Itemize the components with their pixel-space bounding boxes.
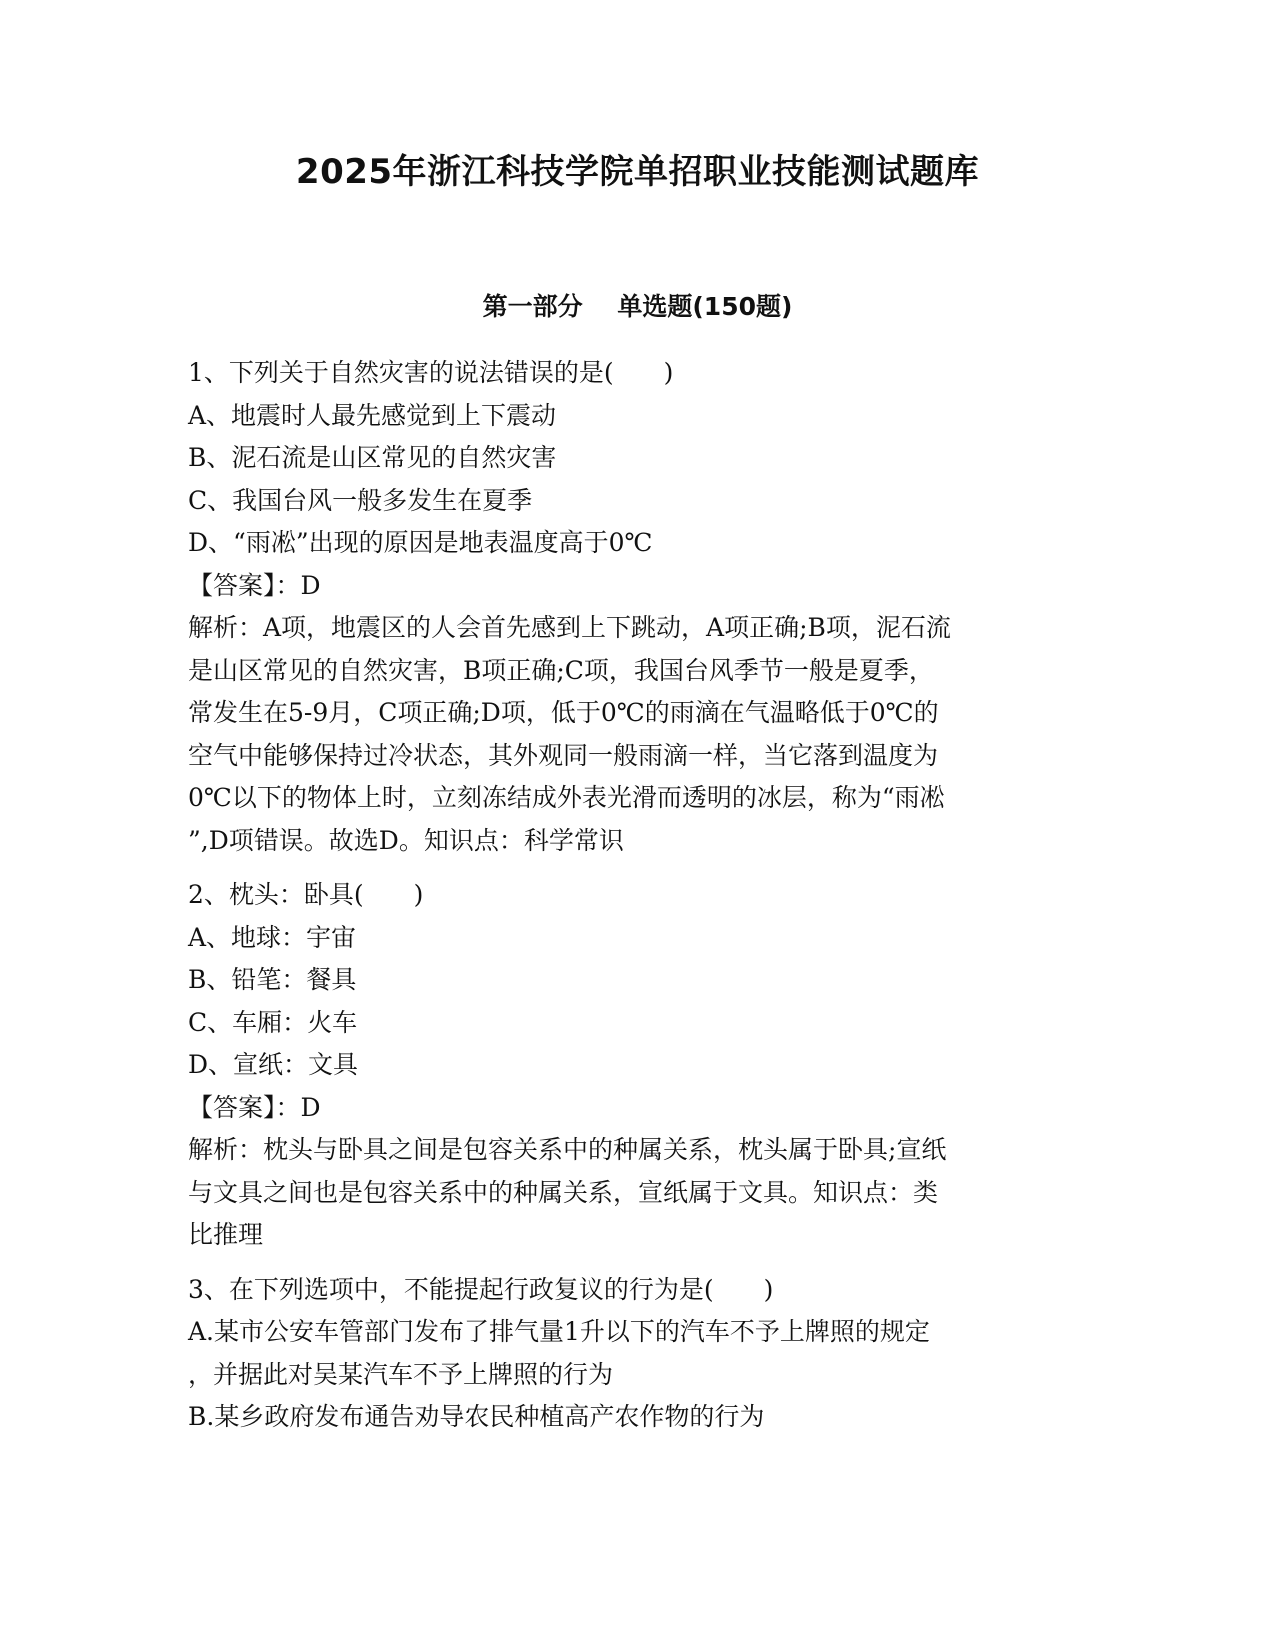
question-1 [188, 352, 1083, 862]
option-b: B.某乡政府发布通告劝导农民种植高产农作物的行为 [188, 1402, 765, 1431]
question-2 [188, 874, 1083, 1257]
section-title: 第一部分 单选题(150题) [482, 292, 793, 321]
answer-line: 【答案】：D [188, 1092, 321, 1122]
analysis-line: 比推理 [188, 1220, 264, 1249]
option-a: A、地震时人最先感觉到上下震动 [188, 400, 557, 430]
analysis-line: 空气中能够保持过冷状态，其外观同一般雨滴一样，当它落到温度为 [188, 740, 939, 770]
question-stem: 3、在下列选项中，不能提起行政复议的行为是( ) [188, 1274, 774, 1304]
analysis-line: 0℃以下的物体上时，立刻冻结成外表光滑而透明的冰层，称为“雨凇 [188, 783, 945, 812]
analysis-line: 解析：枕头与卧具之间是包容关系中的种属关系，枕头属于卧具;宣纸 [188, 1135, 947, 1164]
analysis-line: 解析：A项，地震区的人会首先感到上下跳动，A项正确;B项，泥石流 [188, 613, 951, 642]
question-stem: 1、下列关于自然灾害的说法错误的是( ) [188, 358, 674, 387]
answer-line: 【答案】：D [188, 570, 321, 600]
option-b: B、铅笔：餐具 [188, 965, 357, 994]
analysis-line: ”,D项错误。故选D。知识点：科学常识 [188, 825, 624, 855]
option-a: A.某市公安车管部门发布了排气量1升以下的汽车不予上牌照的规定 [188, 1317, 930, 1346]
option-d: D、宣纸：文具 [188, 1050, 359, 1079]
analysis-line: 是山区常见的自然灾害，B项正确;C项，我国台风季节一般是夏季， [188, 655, 934, 685]
question-3 [188, 1269, 1083, 1439]
analysis-line: 常发生在5-9月，C项正确;D项，低于0℃的雨滴在气温略低于0℃的 [188, 698, 939, 727]
option-c: C、我国台风一般多发生在夏季 [188, 485, 533, 515]
document-title: 2025年浙江科技学院单招职业技能测试题库 [295, 152, 980, 192]
question-stem: 2、枕头：卧具( ) [188, 880, 424, 909]
question-list [188, 352, 1083, 1451]
option-a-continued: ，并据此对吴某汽车不予上牌照的行为 [188, 1359, 614, 1389]
option-a: A、地球：宇宙 [188, 922, 357, 952]
option-d: D、“雨凇”出现的原因是地表温度高于0℃ [188, 528, 653, 557]
option-c: C、车厢：火车 [188, 1007, 358, 1037]
analysis-line: 与文具之间也是包容关系中的种属关系，宣纸属于文具。知识点：类 [188, 1177, 939, 1207]
option-b: B、泥石流是山区常见的自然灾害 [188, 443, 557, 472]
